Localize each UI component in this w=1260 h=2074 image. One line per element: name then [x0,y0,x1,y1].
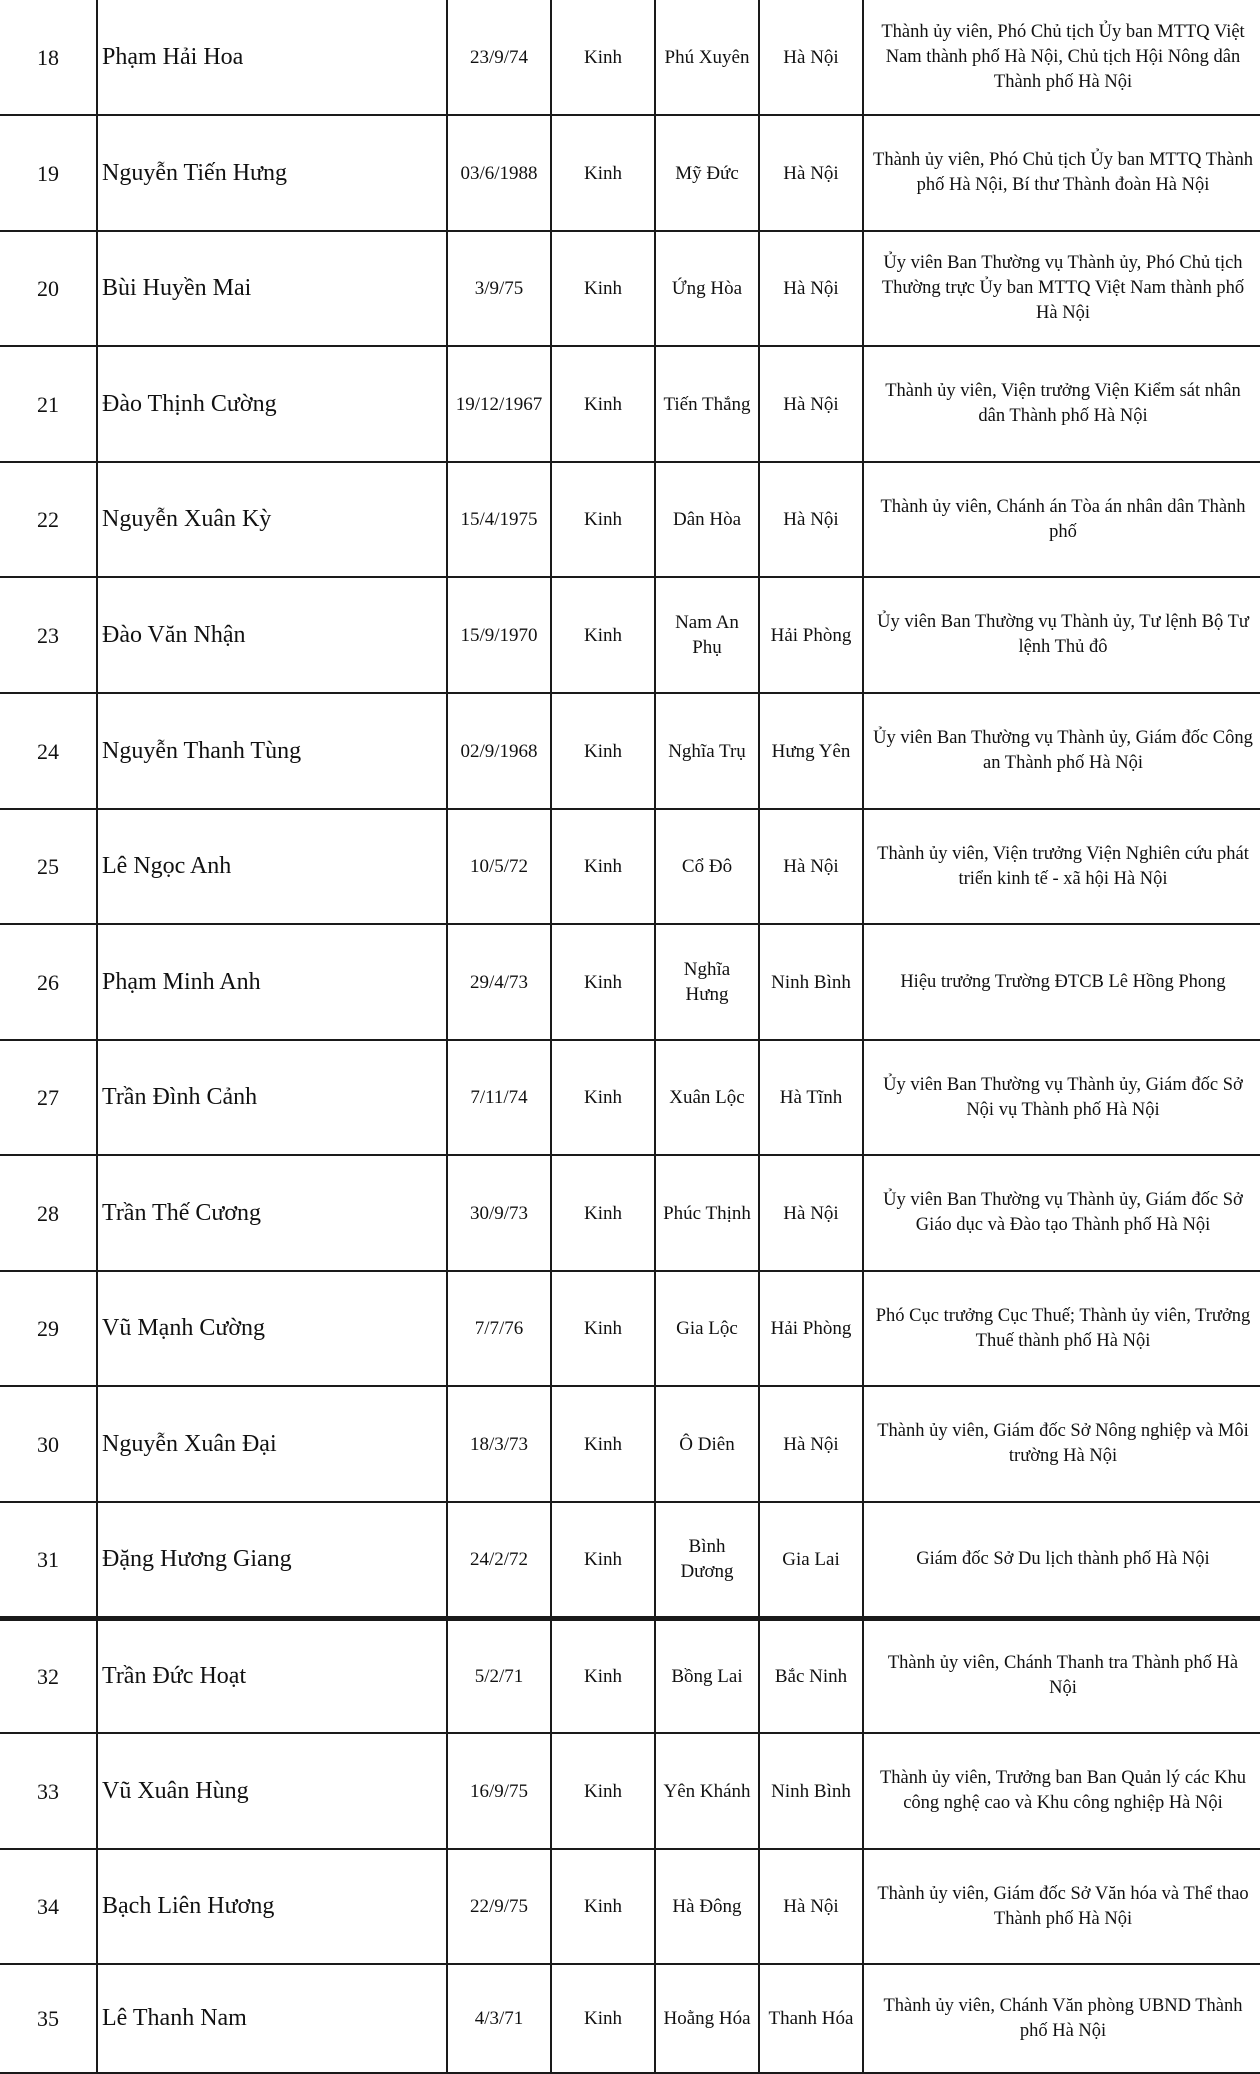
full-name-cell: Lê Ngọc Anh [97,809,447,924]
position-line: Thành ủy viên, Giám đốc Sở Nông nghiệp và Môi [877,1421,1249,1441]
position-line: Thành ủy viên, Phó Chủ tịch Ủy ban MTTQ Việt [881,21,1245,42]
position-cell [863,1155,1260,1271]
row-number-cell: 22 [0,462,97,577]
position-cell [863,231,1260,346]
table-row [0,0,1260,115]
position-cell [863,462,1260,577]
ethnicity-cell: Kinh [551,924,655,1040]
province-cell: Hà Nội [759,115,863,231]
position-line: phố Hà Nội, Bí thư Thành đoàn Hà Nội [916,175,1210,195]
position-line: dân Thành phố Hà Nội [978,406,1148,426]
position-line: Thành phố Hà Nội [993,1908,1133,1929]
position-line: Phó Cục trưởng Cục Thuế; Thành ủy viên, Trưởng [875,1305,1251,1326]
province-cell: Hà Nội [759,346,863,462]
row-number-cell: 25 [0,809,97,924]
position-cell [863,1040,1260,1155]
hometown-cell: Xuân Lộc [655,1040,759,1155]
ethnicity-cell: Kinh [551,1271,655,1386]
date-of-birth-cell: 7/11/74 [447,1040,551,1155]
position-cell [863,0,1260,115]
full-name-cell: Nguyễn Tiến Hưng [97,115,447,231]
date-of-birth-cell: 7/7/76 [447,1271,551,1386]
province-cell: Hà Nội [759,462,863,577]
province-cell: Hải Phòng [759,577,863,693]
position-line: trường Hà Nội [1008,1446,1118,1466]
position-line: Ủy viên Ban Thường vụ Thành ủy, Phó Chủ tịch [883,253,1243,273]
position-cell [863,1618,1260,1733]
position-line: Thành ủy viên, Chánh án Tòa án nhân dân Thành [880,496,1246,517]
position-line: Ủy viên Ban Thường vụ Thành ủy, Giám đốc Công [873,728,1253,748]
date-of-birth-cell: 10/5/72 [447,809,551,924]
table-row [0,1964,1260,2073]
position-cell [863,346,1260,462]
province-cell: Hà Nội [759,1849,863,1964]
full-name-cell: Trần Đức Hoạt [97,1618,447,1733]
position-cell [863,115,1260,231]
table-row [0,1849,1260,1964]
full-name-cell: Trần Đình Cảnh [97,1040,447,1155]
position-line: Ủy viên Ban Thường vụ Thành ủy, Giám đốc Sở [883,1190,1243,1210]
table-row [0,1040,1260,1155]
ethnicity-cell: Kinh [551,1040,655,1155]
full-name-cell: Đào Thịnh Cường [97,346,447,462]
position-line: Ủy viên Ban Thường vụ Thành ủy, Giám đốc Sở [883,1074,1243,1095]
table-row [0,346,1260,462]
province-cell: Thanh Hóa [759,1964,863,2073]
ethnicity-cell: Kinh [551,231,655,346]
date-of-birth-cell: 19/12/1967 [447,346,551,462]
hometown-cell: Bình Dương [655,1502,759,1618]
table-row [0,1733,1260,1849]
hometown-cell: Nghĩa Trụ [655,693,759,809]
date-of-birth-cell: 02/9/1968 [447,693,551,809]
position-cell [863,924,1260,1040]
full-name-cell: Đào Văn Nhận [97,577,447,693]
date-of-birth-cell: 5/2/71 [447,1618,551,1733]
row-number-cell: 31 [0,1502,97,1618]
row-number-cell: 24 [0,693,97,809]
ethnicity-cell: Kinh [551,346,655,462]
hometown-cell: Bồng Lai [655,1618,759,1733]
hometown-cell: Gia Lộc [655,1271,759,1386]
full-name-cell: Phạm Minh Anh [97,924,447,1040]
ethnicity-cell: Kinh [551,462,655,577]
position-cell [863,809,1260,924]
full-name-cell: Vũ Xuân Hùng [97,1733,447,1849]
table-row [0,1155,1260,1271]
province-cell: Hà Nội [759,1386,863,1502]
date-of-birth-cell: 4/3/71 [447,1964,551,2073]
full-name-cell: Bùi Huyền Mai [97,231,447,346]
full-name-cell: Đặng Hương Giang [97,1502,447,1618]
hometown-cell: Nghĩa Hưng [655,924,759,1040]
full-name-cell: Trần Thế Cương [97,1155,447,1271]
position-cell [863,1964,1260,2073]
full-name-cell: Bạch Liên Hương [97,1849,447,1964]
hometown-cell: Mỹ Đức [655,115,759,231]
table-row [0,1271,1260,1386]
position-line: Thành ủy viên, Trưởng ban Ban Quản lý các Khu [879,1768,1247,1788]
province-cell: Hà Nội [759,1155,863,1271]
hometown-cell: Cổ Đô [655,809,759,924]
position-cell [863,1502,1260,1618]
row-number-cell: 30 [0,1386,97,1502]
province-cell: Ninh Bình [759,924,863,1040]
position-line: phố Hà Nội [1019,2020,1107,2041]
table-row [0,577,1260,693]
date-of-birth-cell: 16/9/75 [447,1733,551,1849]
hometown-cell: Hoằng Hóa [655,1964,759,2073]
ethnicity-cell: Kinh [551,1849,655,1964]
row-number-cell: 21 [0,346,97,462]
hometown-cell: Dân Hòa [655,462,759,577]
position-line: Nội [1049,1678,1077,1699]
position-line: triển kinh tế - xã hội Hà Nội [958,868,1168,889]
row-number-cell: 28 [0,1155,97,1271]
ethnicity-cell: Kinh [551,693,655,809]
date-of-birth-cell: 3/9/75 [447,231,551,346]
province-cell: Ninh Bình [759,1733,863,1849]
full-name-cell: Nguyễn Thanh Tùng [97,693,447,809]
hometown-cell: Phú Xuyên [655,0,759,115]
row-number-cell: 32 [0,1618,97,1733]
table-row [0,1386,1260,1502]
position-line: Thường trực Ủy ban MTTQ Việt Nam thành phố [881,278,1245,298]
position-line: Nội vụ Thành phố Hà Nội [966,1099,1160,1120]
position-line: Thành ủy viên, Chánh Thanh tra Thành phố Hà [887,1653,1239,1674]
date-of-birth-cell: 29/4/73 [447,924,551,1040]
position-line: Thuế thành phố Hà Nội [975,1330,1151,1351]
date-of-birth-cell: 15/9/1970 [447,577,551,693]
row-number-cell: 26 [0,924,97,1040]
date-of-birth-cell: 23/9/74 [447,0,551,115]
table-row [0,115,1260,231]
row-number-cell: 19 [0,115,97,231]
position-cell [863,577,1260,693]
province-cell: Gia Lai [759,1502,863,1618]
ethnicity-cell: Kinh [551,1618,655,1733]
ethnicity-cell: Kinh [551,115,655,231]
position-line: Hiệu trưởng Trường ĐTCB Lê Hồng Phong [900,971,1226,992]
hometown-cell: Ứng Hòa [655,231,759,346]
position-line: Thành ủy viên, Phó Chủ tịch Ủy ban MTTQ Thành [873,150,1253,170]
row-number-cell: 27 [0,1040,97,1155]
position-line: Nam thành phố Hà Nội, Chủ tịch Hội Nông dân [885,46,1241,67]
ethnicity-cell: Kinh [551,1386,655,1502]
position-line: Thành ủy viên, Viện trưởng Viện Nghiên cứu phát [877,843,1249,864]
position-line: Thành ủy viên, Viện trưởng Viện Kiểm sát nhân [885,381,1241,401]
date-of-birth-cell: 15/4/1975 [447,462,551,577]
position-line: Thành phố Hà Nội [993,71,1133,92]
hometown-cell: Hà Đông [655,1849,759,1964]
ethnicity-cell: Kinh [551,1964,655,2073]
hometown-cell: Yên Khánh [655,1733,759,1849]
position-line: Giám đốc Sở Du lịch thành phố Hà Nội [916,1548,1210,1569]
position-line: Giáo dục và Đào tạo Thành phố Hà Nội [915,1215,1211,1235]
table-row [0,809,1260,924]
position-cell [863,693,1260,809]
position-line: Hà Nội [1036,303,1090,323]
row-number-cell: 34 [0,1849,97,1964]
ethnicity-cell: Kinh [551,1502,655,1618]
date-of-birth-cell: 24/2/72 [447,1502,551,1618]
position-line: Thành ủy viên, Giám đốc Sở Văn hóa và Thể thao [877,1883,1249,1904]
ethnicity-cell: Kinh [551,809,655,924]
full-name-cell: Lê Thanh Nam [97,1964,447,2073]
full-name-cell: Phạm Hải Hoa [97,0,447,115]
table-row [0,924,1260,1040]
position-cell [863,1271,1260,1386]
table-row [0,1618,1260,1733]
table-row [0,1502,1260,1618]
row-number-cell: 18 [0,0,97,115]
province-cell: Bắc Ninh [759,1618,863,1733]
province-cell: Hà Nội [759,231,863,346]
row-number-cell: 20 [0,231,97,346]
table-row [0,231,1260,346]
province-cell: Hà Tĩnh [759,1040,863,1155]
ethnicity-cell: Kinh [551,0,655,115]
full-name-cell: Nguyễn Xuân Kỳ [97,462,447,577]
province-cell: Hải Phòng [759,1271,863,1386]
row-number-cell: 23 [0,577,97,693]
position-cell [863,1733,1260,1849]
ethnicity-cell: Kinh [551,577,655,693]
position-line: Thành ủy viên, Chánh Văn phòng UBND Thành [883,1995,1243,2016]
date-of-birth-cell: 18/3/73 [447,1386,551,1502]
row-number-cell: 33 [0,1733,97,1849]
hometown-cell: Nam An Phụ [655,577,759,693]
position-cell [863,1849,1260,1964]
row-number-cell: 35 [0,1964,97,2073]
full-name-cell: Nguyễn Xuân Đại [97,1386,447,1502]
table-row [0,462,1260,577]
date-of-birth-cell: 30/9/73 [447,1155,551,1271]
ethnicity-cell: Kinh [551,1155,655,1271]
ethnicity-cell: Kinh [551,1733,655,1849]
province-cell: Hưng Yên [759,693,863,809]
table-row [0,693,1260,809]
position-line: an Thành phố Hà Nội [983,753,1143,773]
position-line: phố [1049,521,1077,542]
hometown-cell: Tiến Thắng [655,346,759,462]
row-number-cell: 29 [0,1271,97,1386]
province-cell: Hà Nội [759,0,863,115]
position-cell [863,1386,1260,1502]
province-cell: Hà Nội [759,809,863,924]
hometown-cell: Phúc Thịnh [655,1155,759,1271]
date-of-birth-cell: 03/6/1988 [447,115,551,231]
position-line: lệnh Thủ đô [1018,637,1108,657]
position-line: công nghệ cao và Khu công nghiệp Hà Nội [903,1793,1223,1813]
hometown-cell: Ô Diên [655,1386,759,1502]
position-line: Ủy viên Ban Thường vụ Thành ủy, Tư lệnh Bộ Tư [877,612,1249,632]
date-of-birth-cell: 22/9/75 [447,1849,551,1964]
full-name-cell: Vũ Mạnh Cường [97,1271,447,1386]
